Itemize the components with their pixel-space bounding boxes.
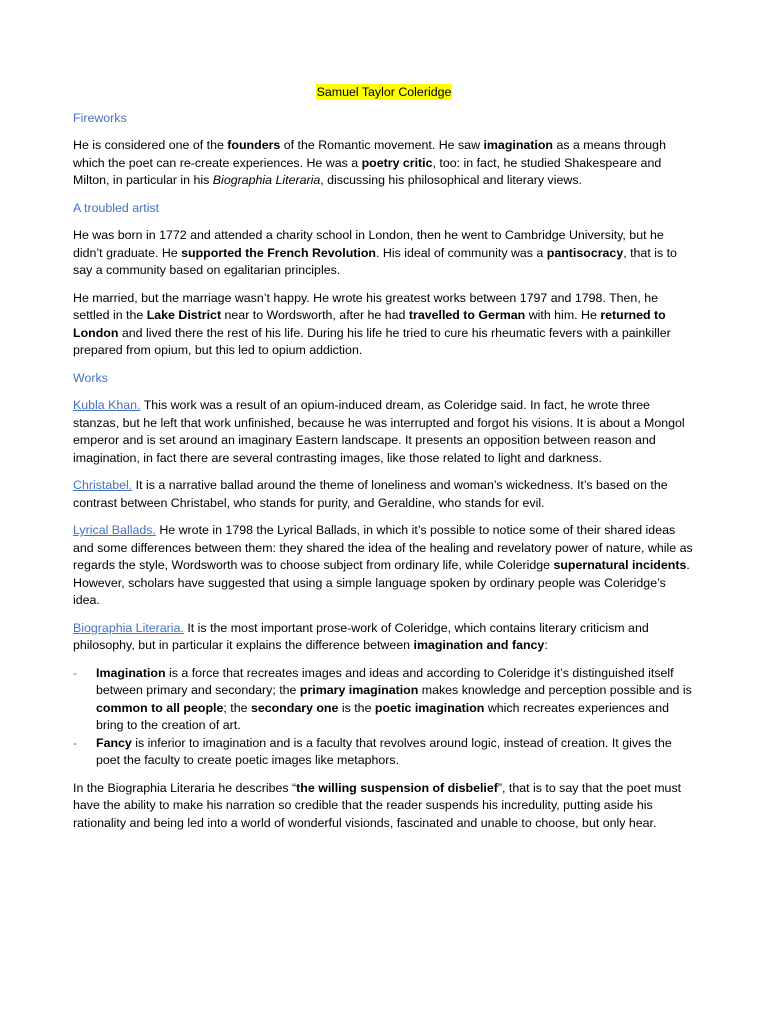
title-line bbox=[73, 84, 695, 102]
paragraph-early-life: He was born in 1772 and attended a charity school in London, then he went to Cambridge University, but he didn’t graduate. He supported the French Revolution. His ideal of community was a pantisocracy, that is to say a community based on egalitarian principles. bbox=[73, 228, 677, 277]
link-lyrical-ballads[interactable]: Lyrical Ballads. bbox=[73, 523, 156, 537]
paragraph-willing-suspension: In the Biographia Literaria he describes “the willing suspension of disbelief”, that is to say that the poet must have the ability to make his narration so credible that the reader suspends his incredulity, putting aside his rationality and being led into a world of wonderful visionds, fascinated and unable to choose, but only hear. bbox=[73, 780, 682, 830]
list-item-fancy: - Fancy is inferior to imagination and is a faculty that revolves around logic, instead of creation. It gives the poet the faculty to create poetic images like metaphors. bbox=[73, 735, 672, 767]
paragraph-later-life: He married, but the marriage wasn’t happy. He wrote his greatest works between 1797 and 1798. Then, he settled in the Lake District near to Wordsworth, after he had travelled to German with him. He returned to London and lived there the rest of his life. During his life he tried to cure his rheumatic fevers with a painkiller prepared from opium, but this led to opium addiction. bbox=[73, 290, 671, 357]
heading-troubled-artist: A troubled artist bbox=[73, 200, 160, 215]
paragraph-fireworks: He is considered one of the founders of the Romantic movement. He saw imagination as a means through which the poet can re-create experiences. He was a poetry critic, too: in fact, he studied Shakespeare and Milton, in particular in his Biographia Literaria, discussing his philosophical and literary views. bbox=[73, 138, 666, 187]
link-biographia-literaria[interactable]: Biographia Literaria. bbox=[73, 620, 184, 635]
heading-fireworks: Fireworks bbox=[73, 110, 127, 125]
paragraph-biographia-literaria: Biographia Literaria. It is the most important prose-work of Coleridge, which contains literary criticism and philosophy, but in particular it explains the difference between imagination and fancy: bbox=[73, 620, 649, 652]
document-title: Samuel Taylor Coleridge bbox=[316, 85, 452, 99]
paragraph-lyrical-ballads: Lyrical Ballads. He wrote in 1798 the Lyrical Ballads, in which it’s possible to notice some of their shared ideas and some differences between them: they shared the idea of the healing and revelatory power of nature, while as regards the style, Wordsworth was to choose subject from ordinary life, while Coleridge supernatural incidents. However, scholars have suggested that using a simple language spoken by ordinary people was Coleridge’s idea. bbox=[73, 523, 693, 607]
list-item-imagination: - Imagination is a force that recreates images and ideas and according to Coleridge it’s distinguished itself between primary and secondary; the primary imagination makes knowledge and perception possible and is common to all people; the secondary one is the poetic imagination which recreates experiences and bring to the creation of art. bbox=[73, 665, 692, 732]
paragraph-kubla-khan: Kubla Khan. This work was a result of an opium-induced dream, as Coleridge said. In fact, he wrote three stanzas, but he left that work unfinished, because he was interrupted and forgot his visions. It is about a Mongol emperor and is set around an imaginary Eastern landscape. It presents an opposition between reason and imagination, in fact there are several contrasting images, like those related to light and darkness. bbox=[73, 398, 685, 465]
document-page bbox=[73, 84, 695, 842]
paragraph-christabel: Christabel. It is a narrative ballad around the theme of loneliness and woman’s wickedness. It’s based on the contrast between Christabel, who stands for purity, and Geraldine, who stands for evil. bbox=[73, 478, 668, 510]
heading-works: Works bbox=[73, 370, 108, 385]
dash-bullet-icon: - bbox=[73, 735, 78, 750]
link-kubla-khan[interactable]: Kubla Khan. bbox=[73, 398, 141, 412]
dash-bullet-icon: - bbox=[73, 665, 78, 680]
imagination-fancy-list bbox=[73, 665, 695, 770]
link-christabel[interactable]: Christabel. bbox=[73, 478, 133, 492]
